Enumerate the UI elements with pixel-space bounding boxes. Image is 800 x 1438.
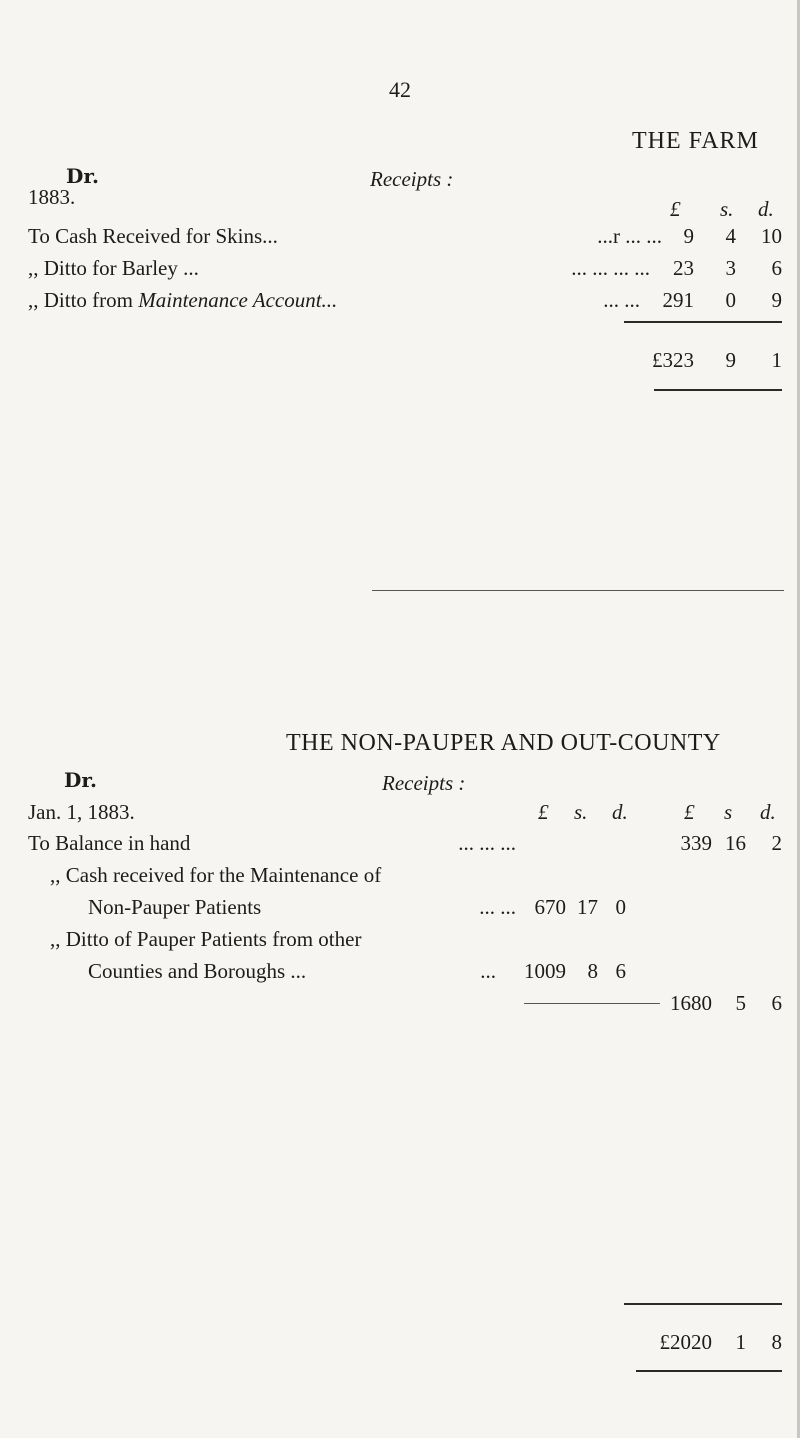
- nonpauper-row-leader: ...: [480, 959, 496, 983]
- nonpauper-receipts-heading: Receipts :: [382, 771, 466, 795]
- nonpauper-row-pounds-1: 670: [534, 895, 566, 919]
- farm-dr-label: Dr.: [66, 164, 100, 188]
- farm-col-pence: d.: [758, 197, 774, 221]
- nonpauper-col-pounds-2: £: [684, 800, 695, 824]
- nonpauper-total-pounds: £2020: [659, 1330, 712, 1354]
- farm-total-pence: 1: [771, 348, 782, 372]
- farm-row-pence: 10: [761, 224, 782, 248]
- farm-row-pounds: 291: [662, 288, 694, 312]
- farm-row-pounds: 9: [683, 224, 694, 248]
- farm-row-shillings: 4: [725, 224, 736, 248]
- farm-total-shillings: 9: [725, 348, 736, 372]
- nonpauper-total-pence: 8: [771, 1330, 782, 1354]
- nonpauper-total-rule: [636, 1370, 782, 1372]
- farm-row-leader: ...r ... ...: [597, 224, 662, 248]
- farm-col-shillings: s.: [720, 197, 734, 221]
- farm-sum-rule: [624, 321, 782, 323]
- nonpauper-col-pence-2: d.: [760, 800, 776, 824]
- nonpauper-row-text: ,, Ditto of Pauper Patients from other: [50, 927, 362, 951]
- farm-row-pence: 9: [771, 288, 782, 312]
- farm-col-pounds: £: [670, 197, 681, 221]
- nonpauper-row-shillings-1: 8: [587, 959, 598, 983]
- farm-row-leader: ... ... ... ...: [571, 256, 650, 280]
- nonpauper-bracket-rule: [524, 1003, 660, 1004]
- nonpauper-title: THE NON-PAUPER AND OUT-COUNTY: [286, 730, 721, 756]
- nonpauper-dr-label: Dr.: [64, 768, 98, 792]
- nonpauper-subtotal-pounds: 1680: [670, 991, 712, 1015]
- nonpauper-row-text: Counties and Boroughs ...: [88, 959, 307, 983]
- farm-title: THE FARM: [632, 128, 759, 154]
- nonpauper-row-text: Non-Pauper Patients: [88, 895, 262, 919]
- nonpauper-row-leader: ... ...: [479, 895, 516, 919]
- nonpauper-row-text: ,, Cash received for the Maintenance of: [50, 863, 382, 887]
- nonpauper-row-shillings-2: 16: [725, 831, 746, 855]
- farm-total-rule: [654, 389, 782, 391]
- nonpauper-row-pence-1: 0: [615, 895, 626, 919]
- farm-row-label-prefix: ,, Ditto from: [28, 288, 139, 312]
- nonpauper-total-shillings: 1: [735, 1330, 746, 1354]
- farm-row-label: [28, 288, 337, 312]
- nonpauper-col-shillings-1: s.: [574, 800, 588, 824]
- nonpauper-col-pence-1: d.: [612, 800, 628, 824]
- farm-year: 1883.: [28, 185, 76, 209]
- nonpauper-row-leader: ... ... ...: [458, 831, 516, 855]
- page-number: 42: [389, 77, 411, 102]
- farm-row-shillings: 3: [725, 256, 736, 280]
- farm-row-pounds: 23: [673, 256, 694, 280]
- nonpauper-col-pounds-1: £: [538, 800, 549, 824]
- nonpauper-row-pence-1: 6: [615, 959, 626, 983]
- nonpauper-date: Jan. 1, 1883.: [28, 800, 135, 824]
- nonpauper-row-pounds-1: 1009: [524, 959, 566, 983]
- farm-row-shillings: 0: [725, 288, 736, 312]
- section-divider: [372, 590, 784, 591]
- nonpauper-row-shillings-1: 17: [577, 895, 598, 919]
- nonpauper-subtotal-pence: 6: [771, 991, 782, 1015]
- farm-row-label-italic: Maintenance Account...: [138, 288, 338, 312]
- nonpauper-subtotal-shillings: 5: [735, 991, 746, 1015]
- nonpauper-col-shillings-2: s: [724, 800, 733, 824]
- farm-receipts-heading: Receipts :: [370, 167, 454, 191]
- nonpauper-row-pence-2: 2: [771, 831, 782, 855]
- farm-row-leader: ... ...: [603, 288, 640, 312]
- nonpauper-sum-rule: [624, 1303, 782, 1305]
- nonpauper-row-text: To Balance in hand: [28, 831, 191, 855]
- farm-row-label: To Cash Received for Skins...: [28, 224, 278, 248]
- nonpauper-row-pounds-2: 339: [680, 831, 712, 855]
- farm-row-label: ,, Ditto for Barley ...: [28, 256, 199, 280]
- farm-row-pence: 6: [771, 256, 782, 280]
- farm-total-pounds: £323: [652, 348, 694, 372]
